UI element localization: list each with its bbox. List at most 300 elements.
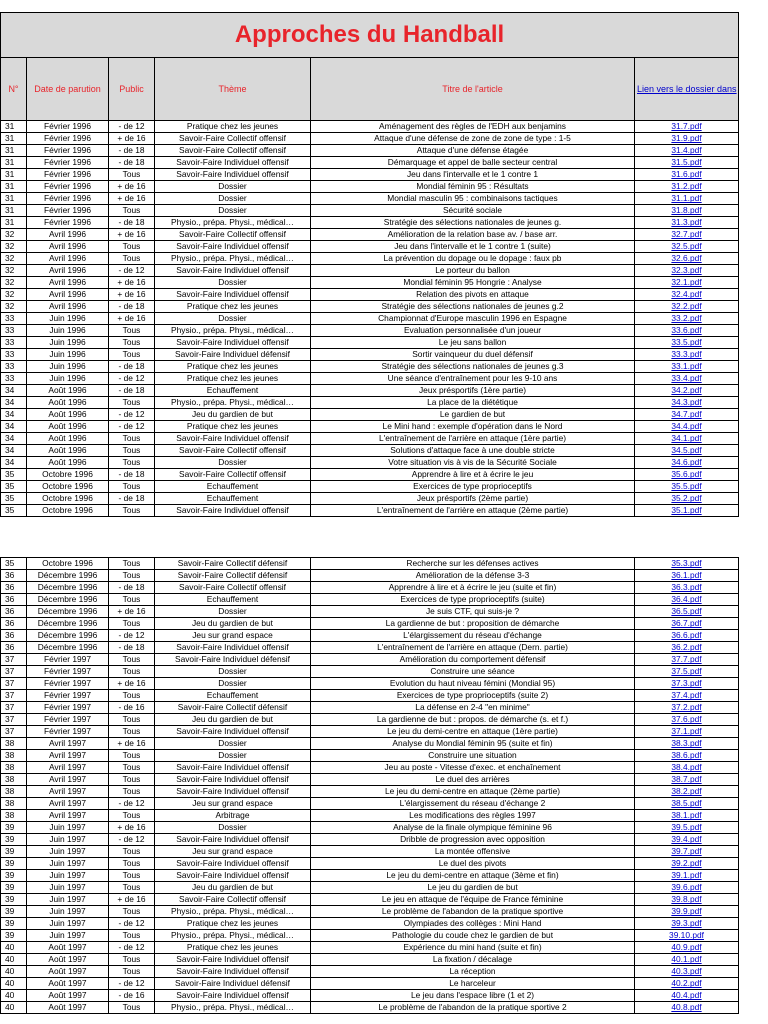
cell-public: Tous (109, 325, 155, 337)
cell-public: + de 16 (109, 289, 155, 301)
pdf-link[interactable]: 33.1.pdf (635, 361, 739, 373)
table-row (1, 714, 739, 726)
pdf-link[interactable]: 37.7.pdf (635, 654, 739, 666)
pdf-link[interactable]: 36.4.pdf (635, 594, 739, 606)
cell-title: Exercices de type proprioceptifs (suite 2) (311, 690, 635, 702)
pdf-link[interactable]: 36.3.pdf (635, 582, 739, 594)
cell-public: - de 12 (109, 121, 155, 133)
cell-title: Le Mini hand : exemple d'opération dans le Nord (311, 421, 635, 433)
cell-title: Attaque d'une défense étagée (311, 145, 635, 157)
pdf-link[interactable]: 31.9.pdf (635, 133, 739, 145)
article-table-top (0, 12, 739, 517)
pdf-link[interactable]: 40.1.pdf (635, 954, 739, 966)
cell-num: 34 (1, 457, 27, 469)
cell-date: Août 1997 (27, 978, 109, 990)
cell-num: 36 (1, 594, 27, 606)
cell-title: La gardienne de but : propos. de démarche (s. et f.) (311, 714, 635, 726)
table-row (1, 726, 739, 738)
cell-public: - de 18 (109, 145, 155, 157)
cell-date: Avril 1997 (27, 798, 109, 810)
cell-num: 36 (1, 582, 27, 594)
cell-date: Février 1997 (27, 678, 109, 690)
cell-theme: Savoir-Faire Individuel offensif (155, 433, 311, 445)
cell-date: Août 1996 (27, 397, 109, 409)
cell-theme: Pratique chez les jeunes (155, 121, 311, 133)
cell-title: Le jeu du demi-centre en attaque (2ème partie) (311, 786, 635, 798)
table-row (1, 870, 739, 882)
cell-public: + de 16 (109, 738, 155, 750)
table-row (1, 966, 739, 978)
pdf-link[interactable]: 39.6.pdf (635, 882, 739, 894)
pdf-link[interactable]: 33.5.pdf (635, 337, 739, 349)
cell-public: - de 12 (109, 630, 155, 642)
cell-title: Championnat d'Europe masculin 1996 en Espagne (311, 313, 635, 325)
pdf-link[interactable]: 39.5.pdf (635, 822, 739, 834)
pdf-link[interactable]: 34.3.pdf (635, 397, 739, 409)
cell-public: - de 16 (109, 990, 155, 1002)
cell-num: 32 (1, 301, 27, 313)
cell-date: Août 1997 (27, 990, 109, 1002)
pdf-link[interactable]: 33.6.pdf (635, 325, 739, 337)
pdf-link[interactable]: 34.6.pdf (635, 457, 739, 469)
cell-num: 31 (1, 133, 27, 145)
cell-title: Le problème de l'abandon de la pratique sportive (311, 906, 635, 918)
cell-public: + de 16 (109, 229, 155, 241)
cell-num: 31 (1, 157, 27, 169)
cell-theme: Jeu du gardien de but (155, 882, 311, 894)
cell-date: Août 1997 (27, 954, 109, 966)
cell-date: Juin 1997 (27, 834, 109, 846)
cell-theme: Savoir-Faire Individuel offensif (155, 169, 311, 181)
table-row (1, 493, 739, 505)
table-row (1, 702, 739, 714)
cell-num: 39 (1, 870, 27, 882)
cell-public: Tous (109, 954, 155, 966)
table-row (1, 193, 739, 205)
cell-num: 36 (1, 606, 27, 618)
cell-public: Tous (109, 349, 155, 361)
pdf-link[interactable]: 34.7.pdf (635, 409, 739, 421)
cell-theme: Physio., prépa. Physi., médical… (155, 217, 311, 229)
pdf-link[interactable]: 31.3.pdf (635, 217, 739, 229)
cell-theme: Arbitrage (155, 810, 311, 822)
cell-date: Avril 1996 (27, 241, 109, 253)
cell-title: Stratégie des sélections nationales de jeunes g.2 (311, 301, 635, 313)
cell-num: 34 (1, 433, 27, 445)
table-row (1, 846, 739, 858)
pdf-link[interactable]: 33.4.pdf (635, 373, 739, 385)
cell-date: Juin 1997 (27, 822, 109, 834)
cell-num: 37 (1, 666, 27, 678)
table-row (1, 618, 739, 630)
cell-num: 31 (1, 181, 27, 193)
cell-public: - de 12 (109, 409, 155, 421)
cell-date: Juin 1997 (27, 930, 109, 942)
cell-public: Tous (109, 169, 155, 181)
header-num: N° (1, 58, 27, 121)
pdf-link[interactable]: 36.1.pdf (635, 570, 739, 582)
pdf-link[interactable]: 39.4.pdf (635, 834, 739, 846)
pdf-link[interactable]: 39.9.pdf (635, 906, 739, 918)
cell-num: 38 (1, 798, 27, 810)
table-row (1, 882, 739, 894)
cell-date: Avril 1996 (27, 265, 109, 277)
cell-date: Août 1996 (27, 409, 109, 421)
table-row (1, 594, 739, 606)
cell-title: Jeux présportifs (2ème partie) (311, 493, 635, 505)
cell-public: Tous (109, 726, 155, 738)
pdf-link[interactable]: 34.1.pdf (635, 433, 739, 445)
pdf-link[interactable]: 38.5.pdf (635, 798, 739, 810)
cell-num: 34 (1, 421, 27, 433)
cell-theme: Jeu sur grand espace (155, 846, 311, 858)
cell-theme: Savoir-Faire Individuel offensif (155, 774, 311, 786)
cell-date: Février 1996 (27, 193, 109, 205)
cell-date: Juin 1997 (27, 918, 109, 930)
pdf-link[interactable]: 38.6.pdf (635, 750, 739, 762)
cell-theme: Savoir-Faire Collectif offensif (155, 145, 311, 157)
cell-date: Décembre 1996 (27, 618, 109, 630)
table-row (1, 229, 739, 241)
cell-theme: Jeu sur grand espace (155, 630, 311, 642)
table-row (1, 433, 739, 445)
cell-date: Février 1996 (27, 133, 109, 145)
table-row (1, 894, 739, 906)
cell-theme: Dossier (155, 193, 311, 205)
cell-date: Février 1997 (27, 702, 109, 714)
cell-date: Juin 1996 (27, 361, 109, 373)
pdf-link[interactable]: 34.2.pdf (635, 385, 739, 397)
cell-theme: Pratique chez les jeunes (155, 301, 311, 313)
table-row (1, 954, 739, 966)
cell-theme: Savoir-Faire Individuel défensif (155, 978, 311, 990)
cell-date: Février 1996 (27, 145, 109, 157)
pdf-link[interactable]: 35.1.pdf (635, 505, 739, 517)
cell-title: Analyse de la finale olympique féminine 96 (311, 822, 635, 834)
header-theme: Thème (155, 58, 311, 121)
cell-date: Août 1996 (27, 421, 109, 433)
cell-title: La prévention du dopage ou le dopage : faux pb (311, 253, 635, 265)
pdf-link[interactable]: 37.4.pdf (635, 690, 739, 702)
cell-theme: Savoir-Faire Individuel offensif (155, 966, 311, 978)
cell-theme: Savoir-Faire Collectif offensif (155, 445, 311, 457)
cell-num: 31 (1, 121, 27, 133)
cell-title: Analyse du Mondial féminin 95 (suite et fin) (311, 738, 635, 750)
cell-theme: Savoir-Faire Individuel offensif (155, 834, 311, 846)
cell-num: 39 (1, 930, 27, 942)
cell-public: - de 12 (109, 421, 155, 433)
cell-theme: Echauffement (155, 481, 311, 493)
pdf-link[interactable]: 32.6.pdf (635, 253, 739, 265)
cell-theme: Savoir-Faire Individuel offensif (155, 858, 311, 870)
header-date: Date de parution (27, 58, 109, 121)
cell-date: Juin 1997 (27, 858, 109, 870)
table-row (1, 654, 739, 666)
cell-theme: Physio., prépa. Physi., médical… (155, 930, 311, 942)
table-row (1, 822, 739, 834)
cell-theme: Savoir-Faire Collectif offensif (155, 894, 311, 906)
cell-date: Avril 1996 (27, 301, 109, 313)
pdf-link[interactable]: 31.6.pdf (635, 169, 739, 181)
cell-num: 31 (1, 217, 27, 229)
cell-public: + de 16 (109, 277, 155, 289)
pdf-link[interactable]: 37.3.pdf (635, 678, 739, 690)
table-row (1, 834, 739, 846)
pdf-link[interactable]: 39.10.pdf (635, 930, 739, 942)
table-row (1, 349, 739, 361)
cell-theme: Pratique chez les jeunes (155, 373, 311, 385)
cell-theme: Dossier (155, 277, 311, 289)
cell-public: + de 16 (109, 606, 155, 618)
cell-date: Février 1997 (27, 714, 109, 726)
cell-public: Tous (109, 505, 155, 517)
cell-title: Expérience du mini hand (suite et fin) (311, 942, 635, 954)
cell-title: Démarquage et appel de balle secteur central (311, 157, 635, 169)
cell-num: 31 (1, 193, 27, 205)
cell-theme: Jeu sur grand espace (155, 798, 311, 810)
cell-public: - de 18 (109, 301, 155, 313)
cell-date: Juin 1997 (27, 870, 109, 882)
pdf-link[interactable]: 37.5.pdf (635, 666, 739, 678)
cell-theme: Dossier (155, 181, 311, 193)
cell-public: - de 18 (109, 157, 155, 169)
cell-title: Apprendre à lire et à écrire le jeu (311, 469, 635, 481)
cell-title: Amélioration du comportement défensif (311, 654, 635, 666)
table-row (1, 361, 739, 373)
pdf-link[interactable]: 40.8.pdf (635, 1002, 739, 1014)
cell-theme: Dossier (155, 678, 311, 690)
pdf-link[interactable]: 31.5.pdf (635, 157, 739, 169)
table-row (1, 277, 739, 289)
cell-title: L'élargissement du réseau d'échange (311, 630, 635, 642)
table-row (1, 978, 739, 990)
pdf-link[interactable]: 32.1.pdf (635, 277, 739, 289)
pdf-link[interactable]: 39.8.pdf (635, 894, 739, 906)
cell-theme: Pratique chez les jeunes (155, 942, 311, 954)
table-row (1, 169, 739, 181)
cell-date: Février 1996 (27, 181, 109, 193)
table-row (1, 253, 739, 265)
cell-public: - de 18 (109, 493, 155, 505)
cell-public: Tous (109, 445, 155, 457)
pdf-link[interactable]: 39.3.pdf (635, 918, 739, 930)
cell-num: 40 (1, 954, 27, 966)
cell-num: 33 (1, 349, 27, 361)
cell-public: Tous (109, 810, 155, 822)
cell-title: La réception (311, 966, 635, 978)
table-row (1, 265, 739, 277)
cell-public: - de 12 (109, 373, 155, 385)
cell-public: - de 18 (109, 469, 155, 481)
table-row (1, 421, 739, 433)
cell-theme: Savoir-Faire Collectif offensif (155, 133, 311, 145)
cell-public: Tous (109, 570, 155, 582)
cell-theme: Savoir-Faire Individuel offensif (155, 505, 311, 517)
cell-public: + de 16 (109, 181, 155, 193)
table-row (1, 678, 739, 690)
cell-title: Jeu au poste - Vitesse d'exec. et enchaînement (311, 762, 635, 774)
pdf-link[interactable]: 34.5.pdf (635, 445, 739, 457)
cell-num: 33 (1, 325, 27, 337)
cell-title: Le porteur du ballon (311, 265, 635, 277)
pdf-link[interactable]: 34.4.pdf (635, 421, 739, 433)
pdf-link[interactable]: 36.5.pdf (635, 606, 739, 618)
cell-title: Le jeu du gardien de but (311, 882, 635, 894)
cell-date: Août 1996 (27, 433, 109, 445)
pdf-link[interactable]: 39.1.pdf (635, 870, 739, 882)
cell-public: - de 12 (109, 834, 155, 846)
cell-theme: Echauffement (155, 493, 311, 505)
cell-public: Tous (109, 1002, 155, 1014)
cell-num: 40 (1, 990, 27, 1002)
cell-public: Tous (109, 882, 155, 894)
cell-date: Août 1997 (27, 942, 109, 954)
cell-date: Février 1997 (27, 726, 109, 738)
pdf-link[interactable]: 33.2.pdf (635, 313, 739, 325)
cell-theme: Savoir-Faire Individuel offensif (155, 726, 311, 738)
pdf-link[interactable]: 33.3.pdf (635, 349, 739, 361)
cell-public: - de 18 (109, 385, 155, 397)
cell-title: Votre situation vis à vis de la Sécurité Sociale (311, 457, 635, 469)
table-row (1, 241, 739, 253)
pdf-link[interactable]: 36.2.pdf (635, 642, 739, 654)
pdf-link[interactable]: 39.2.pdf (635, 858, 739, 870)
cell-date: Juin 1996 (27, 373, 109, 385)
pdf-link[interactable]: 37.1.pdf (635, 726, 739, 738)
pdf-link[interactable]: 36.7.pdf (635, 618, 739, 630)
cell-theme: Savoir-Faire Collectif offensif (155, 229, 311, 241)
cell-date: Juin 1996 (27, 349, 109, 361)
cell-title: Sortir vainqueur du duel défensif (311, 349, 635, 361)
pdf-link[interactable]: 32.5.pdf (635, 241, 739, 253)
cell-title: Mondial féminin 95 Hongrie : Analyse (311, 277, 635, 289)
cell-date: Février 1996 (27, 157, 109, 169)
cell-num: 37 (1, 702, 27, 714)
cell-date: Avril 1997 (27, 774, 109, 786)
cell-date: Octobre 1996 (27, 469, 109, 481)
pdf-link[interactable]: 40.9.pdf (635, 942, 739, 954)
table-row (1, 606, 739, 618)
table-row (1, 217, 739, 229)
pdf-link[interactable]: 37.6.pdf (635, 714, 739, 726)
cell-public: Tous (109, 858, 155, 870)
cell-theme: Jeu du gardien de but (155, 714, 311, 726)
cell-title: Attaque d'une défense de zone de zone de type : 1-5 (311, 133, 635, 145)
table-row (1, 810, 739, 822)
cell-date: Décembre 1996 (27, 606, 109, 618)
pdf-link[interactable]: 31.4.pdf (635, 145, 739, 157)
cell-public: Tous (109, 397, 155, 409)
cell-date: Octobre 1996 (27, 505, 109, 517)
cell-title: La défense en 2-4 "en minime" (311, 702, 635, 714)
table-row (1, 918, 739, 930)
cell-date: Décembre 1996 (27, 570, 109, 582)
cell-date: Février 1996 (27, 217, 109, 229)
pdf-link[interactable]: 38.3.pdf (635, 738, 739, 750)
pdf-link[interactable]: 31.2.pdf (635, 181, 739, 193)
table-row (1, 301, 739, 313)
cell-public: - de 18 (109, 642, 155, 654)
cell-num: 33 (1, 361, 27, 373)
cell-num: 34 (1, 409, 27, 421)
pdf-link[interactable]: 37.2.pdf (635, 702, 739, 714)
cell-title: Exercices de type proprioceptifs (suite) (311, 594, 635, 606)
cell-title: Construire une séance (311, 666, 635, 678)
header-lien-link[interactable]: Lien vers le dossier dans (635, 58, 739, 121)
cell-theme: Jeu du gardien de but (155, 618, 311, 630)
cell-title: Jeu dans l'intervalle et le 1 contre 1 (suite) (311, 241, 635, 253)
cell-theme: Dossier (155, 313, 311, 325)
pdf-link[interactable]: 35.3.pdf (635, 558, 739, 570)
cell-date: Avril 1996 (27, 229, 109, 241)
pdf-link[interactable]: 32.7.pdf (635, 229, 739, 241)
pdf-link[interactable]: 31.8.pdf (635, 205, 739, 217)
cell-theme: Pratique chez les jeunes (155, 421, 311, 433)
cell-num: 31 (1, 169, 27, 181)
cell-title: Apprendre à lire et à écrire le jeu (suite et fin) (311, 582, 635, 594)
pdf-link[interactable]: 38.7.pdf (635, 774, 739, 786)
cell-num: 35 (1, 469, 27, 481)
cell-num: 32 (1, 289, 27, 301)
pdf-link[interactable]: 32.4.pdf (635, 289, 739, 301)
cell-theme: Savoir-Faire Individuel offensif (155, 289, 311, 301)
table-row (1, 325, 739, 337)
table-row (1, 690, 739, 702)
cell-num: 36 (1, 642, 27, 654)
cell-date: Février 1997 (27, 690, 109, 702)
cell-title: Une séance d'entraînement pour les 9-10 ans (311, 373, 635, 385)
cell-public: Tous (109, 966, 155, 978)
cell-theme: Savoir-Faire Individuel offensif (155, 265, 311, 277)
table-row (1, 642, 739, 654)
table-row (1, 630, 739, 642)
cell-theme: Dossier (155, 666, 311, 678)
cell-date: Octobre 1996 (27, 558, 109, 570)
cell-date: Juin 1996 (27, 337, 109, 349)
pdf-link[interactable]: 38.4.pdf (635, 762, 739, 774)
cell-num: 38 (1, 762, 27, 774)
pdf-link[interactable]: 35.6.pdf (635, 469, 739, 481)
table-row (1, 145, 739, 157)
pdf-link[interactable]: 32.2.pdf (635, 301, 739, 313)
pdf-link[interactable]: 36.6.pdf (635, 630, 739, 642)
cell-theme: Savoir-Faire Individuel offensif (155, 786, 311, 798)
title-row (1, 13, 739, 58)
cell-num: 35 (1, 493, 27, 505)
pdf-link[interactable]: 32.3.pdf (635, 265, 739, 277)
pdf-link[interactable]: 39.7.pdf (635, 846, 739, 858)
cell-title: La fixation / décalage (311, 954, 635, 966)
pdf-link[interactable]: 35.5.pdf (635, 481, 739, 493)
cell-theme: Echauffement (155, 690, 311, 702)
cell-theme: Savoir-Faire Individuel défensif (155, 349, 311, 361)
pdf-link[interactable]: 40.2.pdf (635, 978, 739, 990)
pdf-link[interactable]: 38.2.pdf (635, 786, 739, 798)
cell-theme: Savoir-Faire Collectif défensif (155, 570, 311, 582)
pdf-link[interactable]: 40.3.pdf (635, 966, 739, 978)
cell-public: - de 12 (109, 918, 155, 930)
cell-title: Evolution du haut niveau fémini (Mondial 95) (311, 678, 635, 690)
cell-theme: Physio., prépa. Physi., médical… (155, 253, 311, 265)
pdf-link[interactable]: 35.2.pdf (635, 493, 739, 505)
pdf-link[interactable]: 31.1.pdf (635, 193, 739, 205)
cell-num: 38 (1, 738, 27, 750)
pdf-link[interactable]: 31.7.pdf (635, 121, 739, 133)
pdf-link[interactable]: 40.4.pdf (635, 990, 739, 1002)
pdf-link[interactable]: 38.1.pdf (635, 810, 739, 822)
cell-num: 39 (1, 918, 27, 930)
cell-theme: Savoir-Faire Collectif offensif (155, 469, 311, 481)
